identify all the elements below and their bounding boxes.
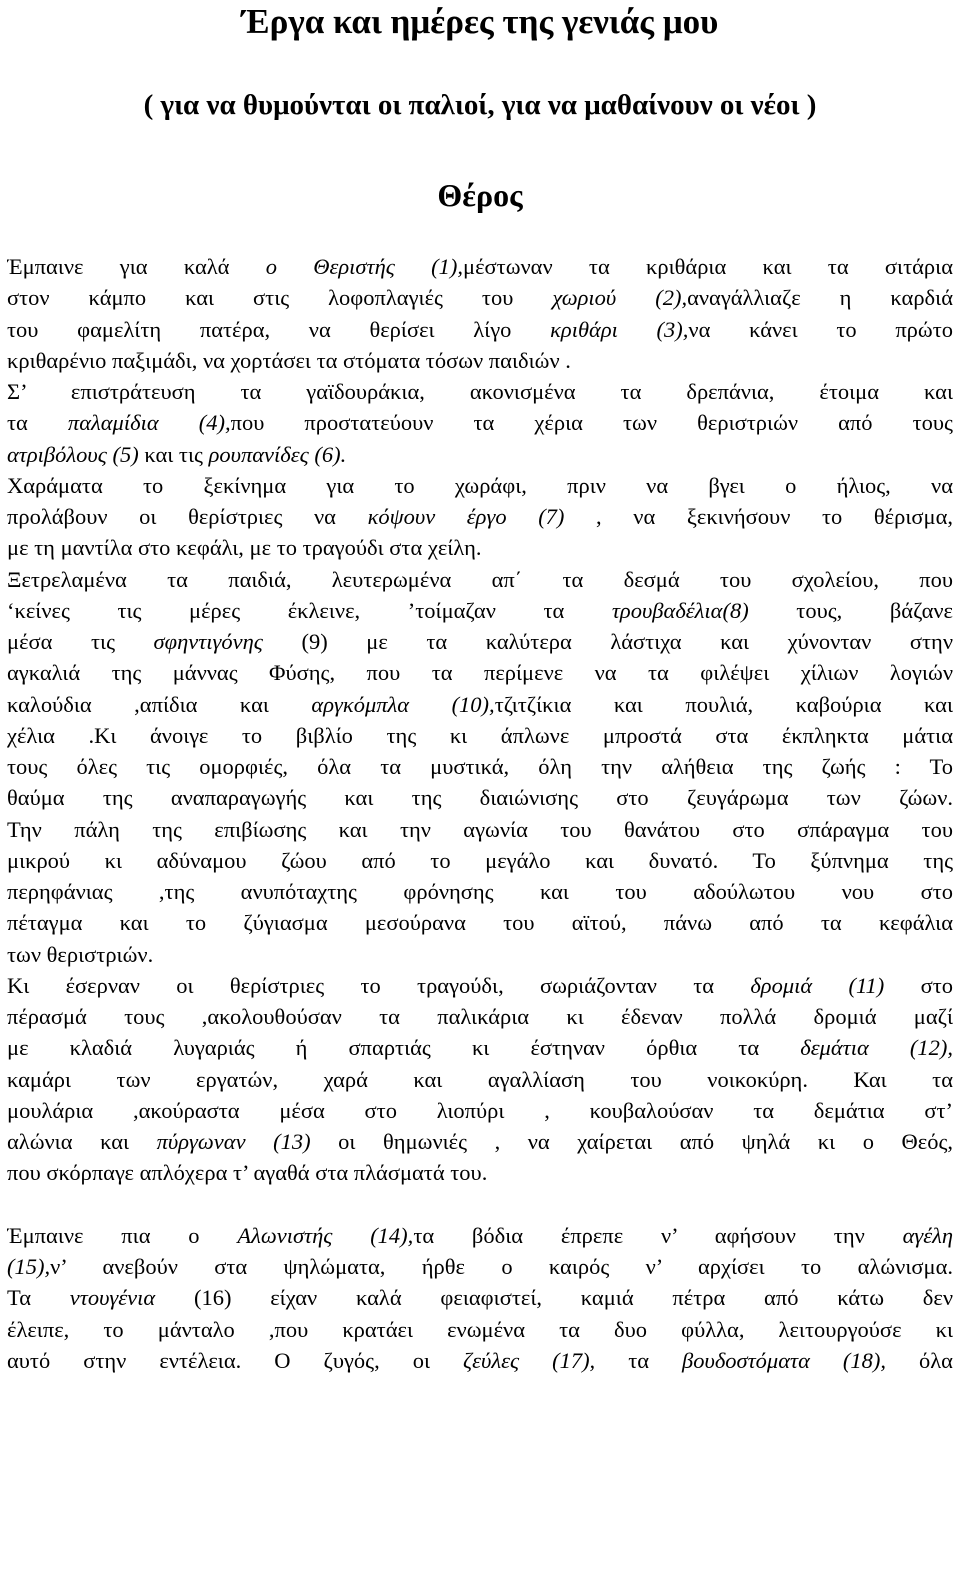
text-run: μέσα τις — [7, 629, 154, 654]
text-run: αγκαλιά της μάννας Φύσης, που τα περίμενε να τα φιλέψει χίλιων λογιών — [7, 660, 953, 686]
text-run: Έμπαινε για καλά — [7, 254, 266, 279]
text-line — [7, 1032, 953, 1063]
text-run: τα βόδια έπρεπε ν’ αφήσουν την — [413, 1222, 903, 1248]
text-run: (16) είχαν καλά φειαφιστεί, καμιά πέτρα από κάτω δεν — [155, 1285, 953, 1311]
text-run: του φαμελίτη πατέρα, να θερίσει λίγο — [7, 316, 551, 342]
text-run: καλούδια ,απίδια και — [7, 691, 312, 717]
text-run: τους, βάζανε — [748, 597, 953, 623]
section-heading: Θέρος — [437, 177, 523, 213]
italic-term: ατριβόλους (5) — [7, 441, 139, 467]
text-run: θαύμα της αναπαραγωγής και της διαιώνισης στο ζευγάρωμα των ζώων. — [7, 785, 953, 811]
italic-term: χωριού (2), — [552, 285, 688, 311]
text-line — [7, 532, 953, 563]
italic-term: δρομιά (11) — [750, 972, 885, 998]
text-line — [7, 564, 953, 595]
text-run: μουλάρια ,ακούραστα μέσα στο λιοπύρι , κουβαλούσαν τα δεμάτια στ’ — [7, 1097, 953, 1123]
text-line — [7, 1220, 953, 1251]
italic-term: τρουβαδέλια(8) — [611, 597, 749, 623]
text-line — [7, 626, 953, 657]
text-run: προλάβουν οι θερίστριες να — [7, 504, 368, 529]
italic-term: ντουγένια — [69, 1285, 156, 1311]
text-line — [7, 1064, 953, 1095]
text-run: που προστατεύουν τα χέρια των θεριστριών από τους — [230, 410, 953, 436]
text-line — [7, 720, 953, 751]
text-run: τους όλες τις ομορφιές, όλα τα μυστικά, όλη την αλήθεια της ζωής : Το — [7, 754, 953, 779]
text-line — [7, 1345, 953, 1376]
text-line — [7, 814, 953, 845]
italic-term: αγέλη — [902, 1222, 953, 1248]
text-line — [7, 1251, 953, 1282]
text-line — [7, 1126, 953, 1157]
text-run: μέστωναν τα κριθάρια και τα σιτάρια — [463, 254, 953, 279]
text-run: και τις — [138, 441, 209, 467]
text-line — [7, 845, 953, 876]
italic-term: Αλωνιστής (14), — [237, 1222, 414, 1248]
text-line — [7, 1095, 953, 1126]
italic-term: κόψουν έργο (7) — [367, 504, 565, 529]
text-line — [7, 657, 953, 688]
italic-term: ρουπανίδες (6). — [208, 441, 347, 467]
text-run: να κάνει το πρώτο — [688, 316, 953, 342]
text-run: στον κάμπο και στις λοφοπλαγιές του — [7, 285, 553, 311]
text-run: , να ξεκινήσουν το θέρισμα, — [564, 504, 953, 529]
text-line — [7, 970, 953, 1001]
text-run: αυτό στην εντέλεια. Ο ζυγός, οι — [7, 1347, 464, 1373]
text-line — [7, 501, 953, 532]
text-line — [7, 782, 953, 813]
text-run: περηφάνιας ,της ανυπόταχτης φρόνησης και του αδούλωτου νου στο — [7, 879, 953, 904]
text-line — [7, 251, 953, 282]
text-line — [7, 282, 953, 313]
text-line — [7, 939, 953, 970]
text-run: με τη μαντίλα στο κεφάλι, με το τραγούδι στα χείλη. — [7, 535, 482, 561]
text-run: τα — [595, 1347, 683, 1373]
text-line — [7, 407, 953, 438]
text-line — [7, 376, 953, 407]
text-line — [7, 1282, 953, 1313]
text-line — [7, 907, 953, 938]
text-run: χέλια .Κι άνοιγε το βιβλίο της κι άπλωνε μπροστά στα έκπληκτα μάτια — [7, 722, 953, 748]
text-run: πέταγμα και το ζύγιασμα μεσούρανα του αϊτού, πάνω από τα κεφάλια — [7, 910, 953, 936]
italic-term: παλαμίδια (4), — [67, 410, 231, 436]
page-title: Έργα και ημέρες της γενιάς μου — [241, 2, 719, 41]
text-line — [7, 1314, 953, 1345]
text-line — [7, 1189, 953, 1220]
text-line — [7, 345, 953, 376]
text-line — [7, 595, 953, 626]
text-run: των θεριστριών. — [7, 941, 154, 967]
italic-term: δεμάτια (12), — [800, 1035, 953, 1061]
text-run: μικρού κι αδύναμου ζώου από το μεγάλο και δυνατό. Το ξύπνημα της — [7, 847, 953, 873]
text-line — [7, 876, 953, 907]
text-run: που σκόρπαγε απλόχερα τ’ αγαθά στα πλάσματά του. — [7, 1160, 488, 1186]
italic-term: ο Θεριστής (1), — [265, 254, 464, 279]
italic-term: σφηντιγόνης — [153, 629, 263, 654]
text-run: τα — [7, 410, 68, 436]
italic-term: βουδοστόματα (18), — [682, 1347, 887, 1373]
text-line — [7, 1157, 953, 1188]
text-run: όλα — [886, 1347, 953, 1373]
text-run: έλειπε, το μάνταλο ,που κρατάει ενωμένα τα δυο φύλλα, λειτουργούσε κι — [7, 1316, 953, 1342]
text-run: τζιτζίκια και πουλιά, καβούρια και — [494, 691, 953, 717]
text-line — [7, 751, 953, 782]
text-run: οι θημωνιές , να χαίρεται από ψηλά κι ο Θεός, — [310, 1129, 953, 1154]
text-line — [7, 470, 953, 501]
text-run: αλώνια και — [7, 1129, 157, 1154]
italic-term: ζεύλες (17), — [463, 1347, 596, 1373]
italic-term: αργκόμπλα (10), — [311, 691, 495, 717]
text-run: με κλαδιά λυγαριάς ή σπαρτιάς κι έστηναν όρθια τα — [7, 1035, 801, 1061]
text-run: στο — [884, 972, 953, 998]
text-run: κριθαρένιο παξιμάδι, να χορτάσει τα στόματα τόσων παιδιών . — [7, 347, 571, 373]
text-run: Την πάλη της επιβίωσης και την αγωνία του θανάτου στο σπάραγμα του — [7, 816, 953, 842]
italic-term: πύργωναν (13) — [156, 1129, 311, 1154]
text-line — [7, 314, 953, 345]
text-run: καμάρι των εργατών, χαρά και αγαλλίαση του νοικοκύρη. Και τα — [7, 1066, 953, 1092]
text-run: Τα — [7, 1285, 70, 1311]
text-line — [7, 689, 953, 720]
page-subtitle: ( για να θυμούνται οι παλιοί, για να μαθαίνουν οι νέοι ) — [143, 89, 817, 121]
italic-term: (15), — [7, 1254, 51, 1279]
text-run: (9) με τα καλύτερα λάστιχα και χύνονταν στην — [262, 629, 953, 654]
text-run: Χαράματα το ξεκίνημα για το χωράφι, πριν να βγει ο ήλιος, να — [7, 472, 953, 498]
italic-term: κριθάρι (3), — [550, 316, 689, 342]
text-run: αναγάλλιαζε η καρδιά — [687, 285, 953, 311]
text-run: ν’ ανεβούν στα ψηλώματα, ήρθε ο καιρός ν’ αρχίσει το αλώνισμα. — [50, 1254, 953, 1279]
text-run: Σ’ επιστράτευση τα γαϊδουράκια, ακονισμένα τα δρεπάνια, έτοιμα και — [7, 379, 953, 404]
text-run: ‘κείνες τις μέρες έκλεινε, ’τοίμαζαν τα — [7, 597, 612, 623]
text-line — [7, 439, 953, 470]
body-text — [7, 251, 953, 1376]
text-line — [7, 1001, 953, 1032]
text-run: Έμπαινε πια ο — [7, 1222, 238, 1248]
text-run: Κι έσερναν οι θερίστριες το τραγούδι, σωριάζονταν τα — [7, 972, 751, 998]
text-run: πέρασμά τους ,ακολουθούσαν τα παλικάρια κι έδεναν πολλά δρομιά μαζί — [7, 1004, 953, 1029]
text-run: Ξετρελαμένα τα παιδιά, λευτερωμένα απ΄ τα δεσμά του σχολείου, που — [7, 566, 953, 592]
